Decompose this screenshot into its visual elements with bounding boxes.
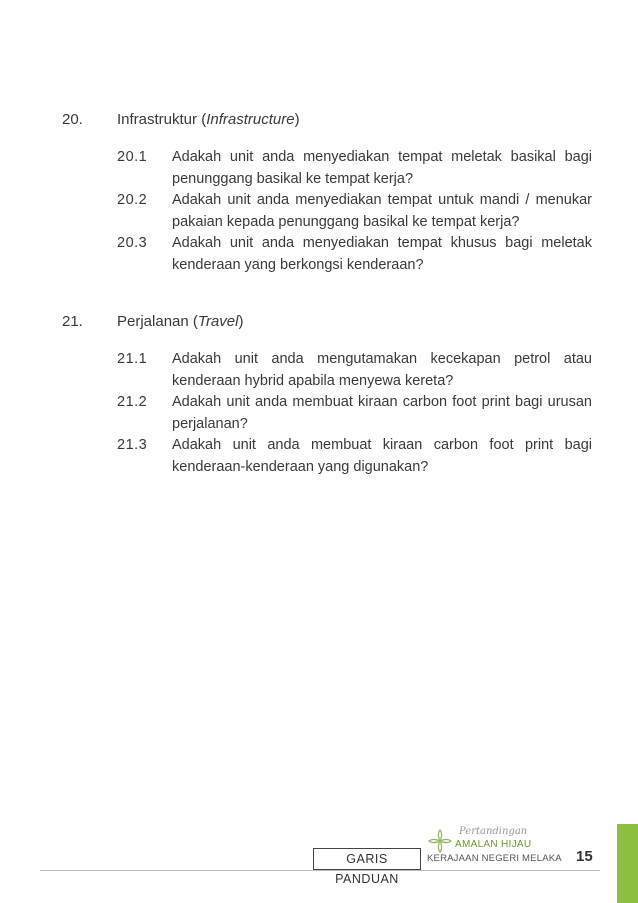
section-number: 20. xyxy=(62,111,83,128)
question-text: Adakah unit anda membuat kiraan carbon foot print bagi kenderaan-kenderaan yang digunakan? xyxy=(172,437,592,475)
section-infrastruktur xyxy=(62,110,592,276)
logo-title: AMALAN HIJAU xyxy=(455,839,532,850)
question-text: Adakah unit anda menyediakan tempat meletak basikal bagi penunggang basikal ke tempat kerja? xyxy=(172,149,592,187)
question-text: Adakah unit anda menyediakan tempat untuk mandi / menukar pakaian kepada penunggang basikal ke tempat kerja? xyxy=(172,192,592,230)
question-number: 20.3 xyxy=(117,235,148,251)
question-text: Adakah unit anda mengutamakan kecekapan petrol atau kenderaan hybrid apabila menyewa kereta? xyxy=(172,351,592,389)
question-text: Adakah unit anda menyediakan tempat khusus bagi meletak kenderaan yang berkongsi kenderaan? xyxy=(172,235,592,273)
question-list xyxy=(62,147,592,276)
question-item xyxy=(62,190,592,233)
question-text: Adakah unit anda membuat kiraan carbon foot print bagi urusan perjalanan? xyxy=(172,394,592,432)
guideline-tag: GARIS PANDUAN xyxy=(313,848,421,870)
logo-subtitle: KERAJAAN NEGERI MELAKA xyxy=(427,853,562,864)
section-title: Infrastruktur (Infrastructure) xyxy=(117,111,300,128)
section-number: 21. xyxy=(62,313,83,330)
competition-logo xyxy=(427,826,562,870)
question-item xyxy=(62,233,592,276)
page-tab xyxy=(617,824,638,903)
question-number: 21.3 xyxy=(117,437,148,453)
leaf-logo-icon xyxy=(427,828,453,854)
question-item xyxy=(62,392,592,435)
question-number: 21.2 xyxy=(117,394,148,410)
question-item xyxy=(62,147,592,190)
section-heading xyxy=(62,312,592,332)
section-perjalanan xyxy=(62,312,592,478)
question-number: 20.1 xyxy=(117,149,148,165)
section-heading xyxy=(62,110,592,130)
logo-script-text: Pertandingan xyxy=(459,826,528,837)
section-title: Perjalanan (Travel) xyxy=(117,313,244,330)
question-item xyxy=(62,349,592,392)
question-item xyxy=(62,435,592,478)
question-number: 21.1 xyxy=(117,351,148,367)
page-number: 15 xyxy=(576,848,593,865)
question-number: 20.2 xyxy=(117,192,148,208)
question-list xyxy=(62,349,592,478)
footer-divider xyxy=(40,870,600,871)
